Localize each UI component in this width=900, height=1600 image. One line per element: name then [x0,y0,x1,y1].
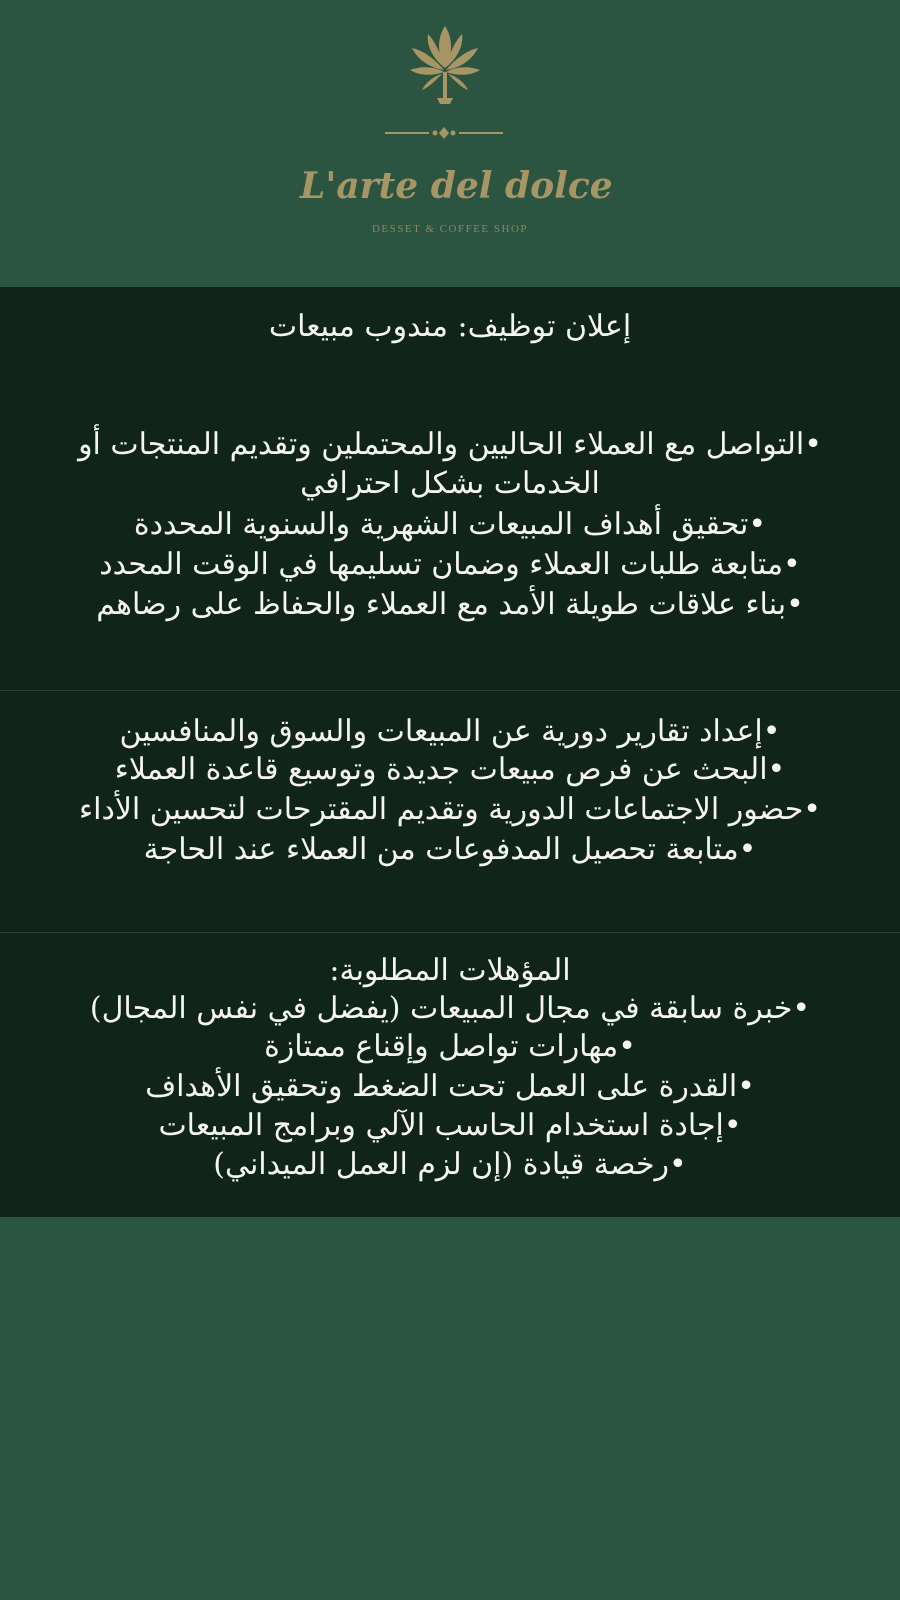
list-item: •القدرة على العمل تحت الضغط وتحقيق الأهداف [145,1069,755,1104]
list-item: •تحقيق أهداف المبيعات الشهرية والسنوية المحددة [133,507,767,542]
list-item: •متابعة طلبات العملاء وضمان تسليمها في الوقت المحدد [99,547,801,582]
list-item: •رخصة قيادة (إن لزم العمل الميداني) [213,1147,687,1182]
list-item: •خبرة سابقة في مجال المبيعات (يفضل في نفس المجال) [89,991,811,1026]
list-item: •التواصل مع العملاء الحاليين والمحتملين وتقديم المنتجات أو [78,427,822,462]
brand-tagline: DESSET & COFFEE SHOP [371,223,529,235]
list-item: •إجادة استخدام الحاسب الآلي وبرامج المبيعات [158,1108,742,1143]
ornament-divider-icon [385,127,503,139]
list-item: •البحث عن فرص مبيعات جديدة وتوسيع قاعدة العملاء [114,752,786,787]
brand-name: L'arte del dolce [300,165,613,207]
list-item: •مهارات تواصل وإقناع ممتازة [264,1029,636,1064]
qualifications-heading: المؤهلات المطلوبة: [329,953,571,988]
list-item: •متابعة تحصيل المدفوعات من العملاء عند الحاجة [143,832,757,867]
list-item: •بناء علاقات طويلة الأمد مع العملاء والحفاظ على رضاهم [96,587,804,622]
list-item: الخدمات بشكل احترافي [300,466,600,501]
qualifications-panel [0,933,900,1217]
header-banner [0,0,900,286]
list-item: •حضور الاجتماعات الدورية وتقديم المقترحات لتحسين الأداء [79,792,821,827]
ad-title: إعلان توظيف: مندوب مبيعات [268,309,632,344]
duties-panel [0,691,900,932]
responsibilities-panel [0,287,900,690]
lotus-icon [404,24,486,108]
list-item: •إعداد تقارير دورية عن المبيعات والسوق والمنافسين [119,714,781,749]
